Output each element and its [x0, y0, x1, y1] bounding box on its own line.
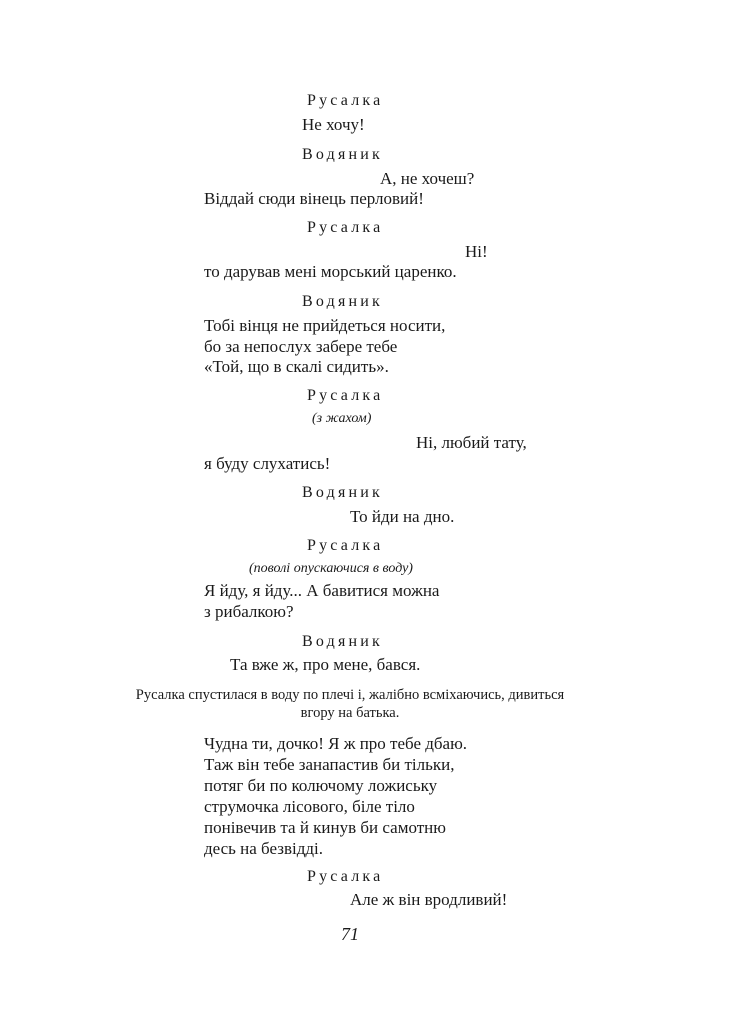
dialogue-line: десь на безвідді.	[204, 839, 323, 858]
dialogue-line: Не хочу!	[302, 115, 365, 134]
speaker-name: Водяник	[302, 484, 384, 501]
dialogue-line: Віддай сюди вінець перловий!	[204, 189, 424, 208]
speaker-name: Водяник	[302, 633, 384, 650]
dialogue-line: То йди на дно.	[350, 507, 455, 526]
dialogue-line: бо за непослух забере тебе	[204, 337, 398, 356]
page-number: 71	[341, 924, 359, 944]
dialogue-line: Та вже ж, про мене, бався.	[230, 655, 421, 674]
dialogue-line: Чудна ти, дочко! Я ж про тебе дбаю.	[204, 734, 468, 753]
dialogue-line: з рибалкою?	[204, 602, 294, 621]
stage-direction-block	[100, 686, 600, 722]
speaker-name: Русалка	[307, 219, 384, 236]
stage-direction-line-2: вгору на батька.	[300, 705, 400, 721]
dialogue-line: Я йду, я йду... А бавитися можна	[204, 581, 440, 600]
speaker-name: Водяник	[302, 146, 384, 163]
dialogue-line: Ні!	[465, 242, 488, 261]
speaker-name: Русалка	[307, 92, 384, 109]
dialogue-line: потяг би по колючому ложиську	[204, 776, 438, 795]
dialogue-line: Тобі вінця не прийдеться носити,	[204, 316, 446, 335]
dialogue-line: Ні, любий тату,	[416, 433, 527, 452]
dialogue-line: Але ж він вродливий!	[350, 890, 508, 909]
dialogue-line: Таж він тебе занапастив би тільки,	[204, 755, 455, 774]
speaker-name: Русалка	[307, 387, 384, 404]
speaker-name: Русалка	[307, 537, 384, 554]
dialogue-line: то дарував мені морський царенко.	[204, 262, 457, 281]
dialogue-line: струмочка лісового, біле тіло	[204, 797, 415, 816]
dialogue-line: я буду слухатись!	[204, 454, 331, 473]
stage-direction: (поволі опускаючися в воду)	[249, 561, 413, 576]
speaker-name: Водяник	[302, 293, 384, 310]
dialogue-line: «Той, що в скалі сидить».	[204, 357, 389, 376]
dialogue-line: А, не хочеш?	[380, 169, 475, 188]
stage-direction-line-1: Русалка спустилася в воду по плечі і, жалібно всміхаючись, дивиться	[135, 687, 565, 703]
speaker-name: Русалка	[307, 868, 384, 885]
dialogue-line: понівечив та й кинув би самотню	[204, 818, 446, 837]
stage-direction: (з жахом)	[312, 411, 372, 426]
